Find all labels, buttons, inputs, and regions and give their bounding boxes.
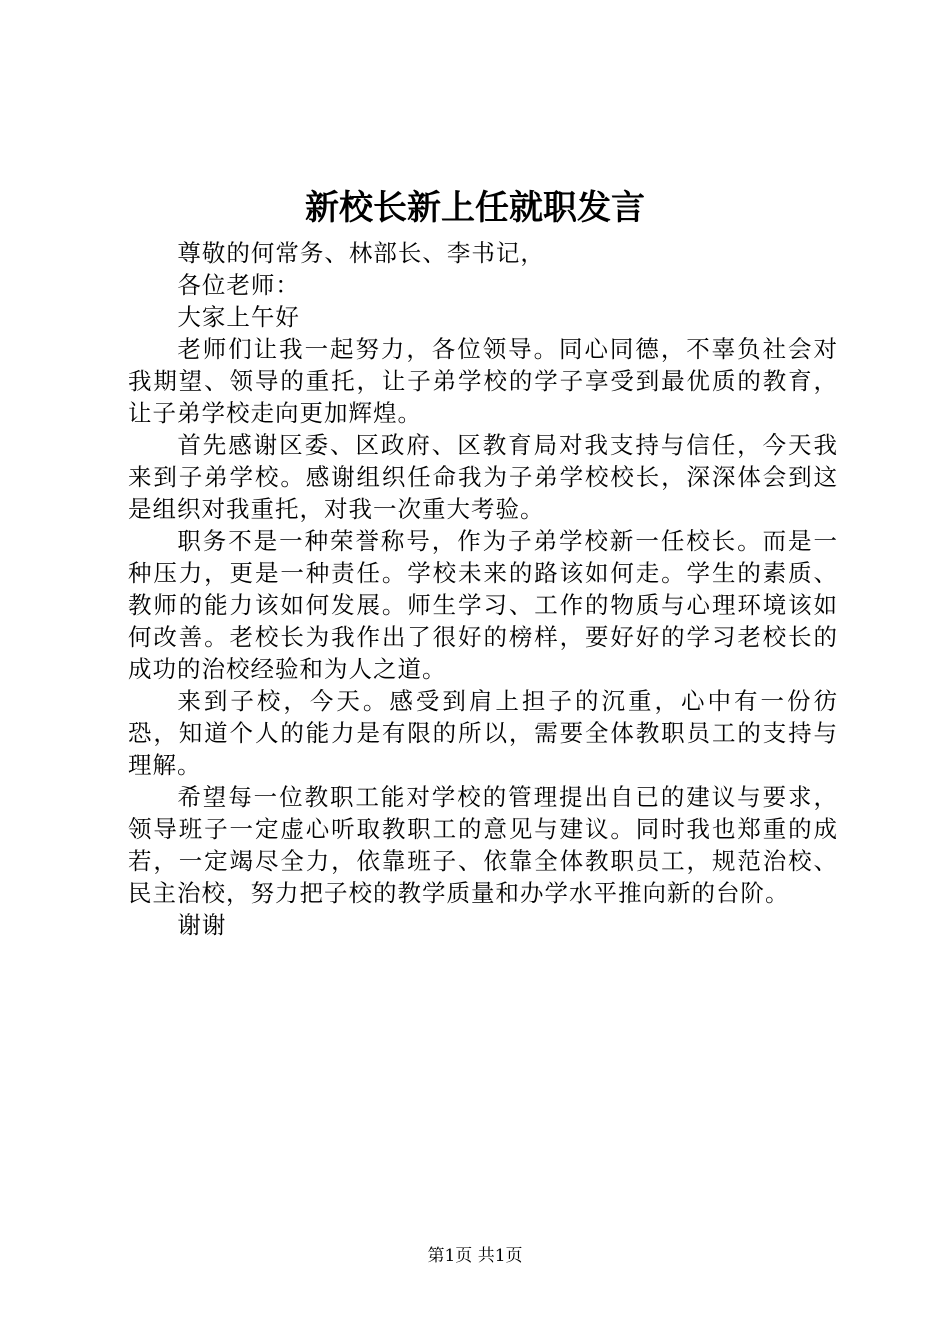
body-paragraph: 来到子校，今天。感受到肩上担子的沉重，心中有一份彷恐，知道个人的能力是有限的所以，需要全体教职员工的支持与理解。 (128, 687, 838, 779)
document-body (128, 237, 838, 941)
salutation-line: 尊敬的何常务、林部长、李书记， (177, 239, 545, 267)
body-paragraph: 希望每一位教职工能对学校的管理提出自已的建议与要求，领导班子一定虚心听取教职工的意见与建议。同时我也郑重的成若，一定竭尽全力，依靠班子、依靠全体教职员工，规范治校、民主治校，努力把子校的教学质量和办学水平推向新的台阶。 (128, 783, 838, 907)
body-paragraph: 职务不是一种荣誉称号，作为子弟学校新一任校长。而是一种压力，更是一种责任。学校未来的路该如何走。学生的素质、教师的能力该如何发展。师生学习、工作的物质与心理环境该如何改善。老校长为我作出了很好的榜样，要好好的学习老校长的成功的治校经验和为人之道。 (128, 527, 838, 683)
body-paragraph: 首先感谢区委、区政府、区教育局对我支持与信任，今天我来到子弟学校。感谢组织任命我为子弟学校校长，深深体会到这是组织对我重托，对我一次重大考验。 (128, 431, 838, 523)
greeting-line: 大家上午好 (177, 303, 300, 331)
salutation-line: 各位老师： (177, 271, 300, 299)
closing-line: 谢谢 (177, 911, 227, 939)
body-paragraph: 老师们让我一起努力，各位领导。同心同德，不辜负社会对我期望、领导的重托，让子弟学校的学子享受到最优质的教育，让子弟学校走向更加辉煌。 (128, 335, 838, 427)
page-number-footer: 第1页 共1页 (427, 1246, 523, 1266)
document-title: 新校长新上任就职发言 (305, 188, 645, 228)
